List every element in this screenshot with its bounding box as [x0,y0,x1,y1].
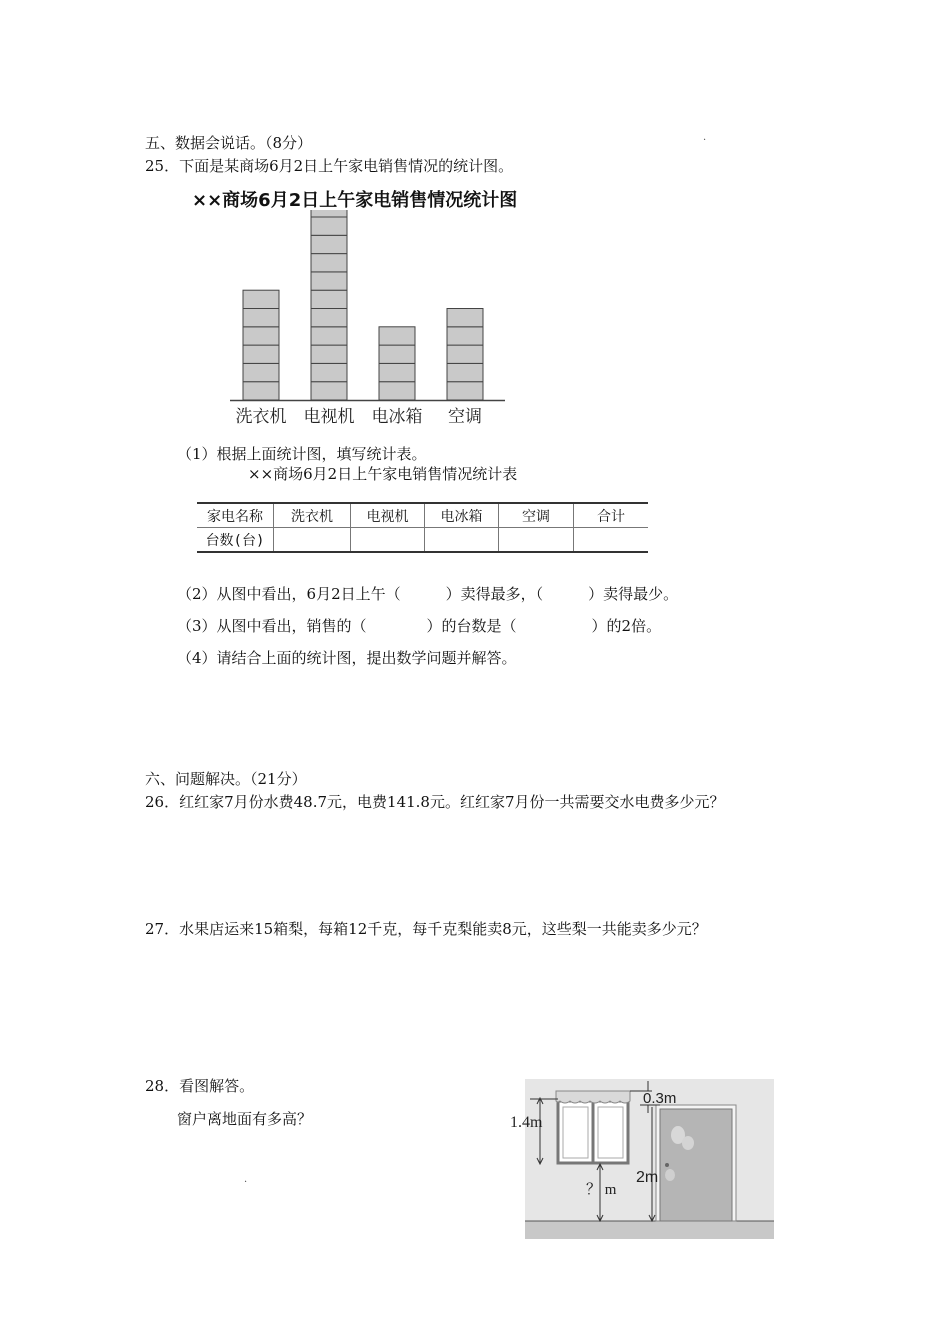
question-26: 26．红红家7月份水费48.7元，电费141.8元。红红家7月份一共需要交水电费多少元？ [145,793,725,811]
chart-title: ××商场6月2日上午家电销售情况统计图 [192,190,518,211]
bar-cell [311,235,347,253]
question-28-question: 窗户离地面有多高？ [177,1110,313,1128]
bar-3 [447,309,483,401]
door-knob [665,1163,669,1167]
bar-cell [311,327,347,345]
question-28-title: 28．看图解答。 [145,1077,255,1095]
table-header-row [197,503,648,528]
table-data-row [197,528,648,553]
bar-cell [447,327,483,345]
door-highlight [682,1136,694,1150]
table-header-cell: 空调 [499,503,574,528]
bar-cell [311,272,347,290]
floor [525,1221,774,1239]
table-header-cell: 电视机 [351,503,425,528]
bar-cell [243,363,279,381]
table-header-cell: 洗衣机 [274,503,351,528]
question-25-sub4: （4）请结合上面的统计图，提出数学问题并解答。 [177,649,517,667]
bar-cell [243,309,279,327]
question-25-stem: 25．下面是某商场6月2日上午家电销售情况的统计图。 [145,157,514,175]
stray-mark: · [244,1177,248,1188]
question-25-sub2: （2）从图中看出，6月2日上午（ ）卖得最多，（ ）卖得最少。 [177,585,679,603]
table-title: ××商场6月2日上午家电销售情况统计表 [248,465,518,483]
bar-cell [311,290,347,308]
label-gap: 0.3m [643,1090,677,1107]
section-title-5: 五、数据会说话。（8分） [145,134,313,152]
window-door-diagram [500,1065,780,1240]
table-row-label: 台数(台) [197,528,274,553]
door [660,1109,732,1221]
question-27: 27．水果店运来15箱梨，每箱12千克，每千克梨能卖8元，这些梨一共能卖多少元？ [145,920,707,938]
bar-cell [311,382,347,400]
section-title-6: 六、问题解决。（21分） [145,770,307,788]
label-window-height: 1.4m [510,1114,543,1131]
bar-1 [311,210,347,400]
bar-cell [447,382,483,400]
bar-cell [311,254,347,272]
bar-cell [311,345,347,363]
category-label: 电视机 [303,407,355,427]
bar-cell [311,210,347,217]
category-label: 电冰箱 [371,407,423,427]
bar-cell [311,363,347,381]
answer-cell-ac[interactable] [499,528,574,553]
answer-cell-fridge[interactable] [425,528,499,553]
answer-cell-washer[interactable] [274,528,351,553]
window-pane [598,1107,623,1158]
bar-0 [243,290,279,400]
label-unknown: ？ m [586,1182,617,1198]
bar-cell [379,327,415,345]
bar-cell [243,382,279,400]
table-header-cell: 电冰箱 [425,503,499,528]
bar-2 [379,327,415,400]
label-door-height: 2m [636,1169,659,1186]
window-awning [556,1091,630,1103]
table-header-cell: 合计 [574,503,649,528]
bar-cell [311,309,347,327]
stats-table [197,502,648,553]
stray-mark: · [703,135,707,146]
bar-cell [243,345,279,363]
bar-cell [243,290,279,308]
bar-cell [447,363,483,381]
answer-cell-total[interactable] [574,528,649,553]
bar-cell [379,382,415,400]
table-header-cell: 家电名称 [197,503,274,528]
bar-cell [243,327,279,345]
question-25-sub1: （1）根据上面统计图，填写统计表。 [177,445,427,463]
category-label: 空调 [448,407,482,427]
category-label: 洗衣机 [235,407,287,427]
bar-cell [447,345,483,363]
bar-cell [379,363,415,381]
bar-cell [379,345,415,363]
bar-chart [225,210,525,435]
question-25-sub3: （3）从图中看出，销售的（ ）的台数是（ ）的2倍。 [177,617,662,635]
bar-cell [447,309,483,327]
bar-cell [311,217,347,235]
answer-cell-tv[interactable] [351,528,425,553]
window-pane [563,1107,588,1158]
door-highlight [665,1169,675,1181]
